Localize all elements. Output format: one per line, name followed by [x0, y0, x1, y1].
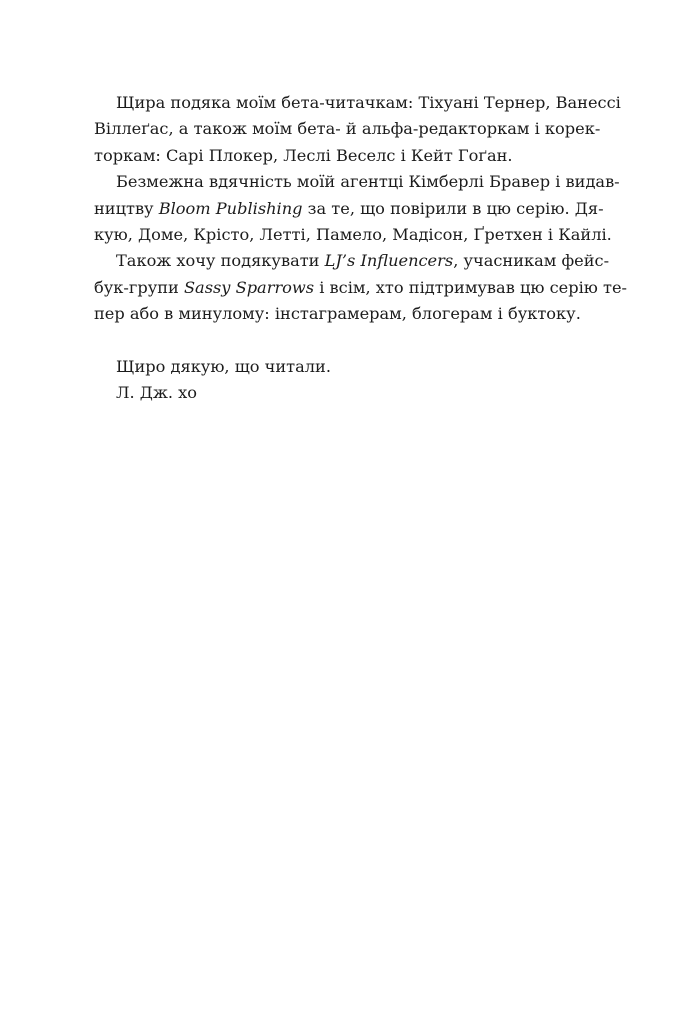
text-line: кую, Доме, Крісто, Летті, Памело, Мадісон, Ґретхен і Кайлі. [94, 225, 612, 245]
text-segment: за те, що повірили в цю серію. Дя- [302, 198, 604, 218]
publisher-name: Bloom Publishing [158, 198, 303, 218]
facebook-group-name: Sassy Sparrows [183, 277, 315, 297]
text-line: Щира подяка моїм бета-читачкам: Тіхуані Тернер, Ванессі [116, 93, 621, 112]
text-segment: , учасникам фейс- [453, 251, 610, 271]
paragraph-influencers [94, 248, 628, 327]
text-segment: і всім, хто підтримував цю серію те- [314, 277, 628, 297]
influencers-group-name: LJ’s Influencers [324, 251, 454, 271]
text-segment: бук-групи [94, 277, 184, 297]
paragraph-beta-readers [94, 90, 621, 169]
closing-thanks: Щиро дякую, що читали. [116, 356, 331, 376]
paragraph-gap [94, 328, 591, 354]
author-signature: Л. Дж. хо [116, 383, 198, 403]
text-line: Безмежна вдячність моїй агентці Кімберлі Бравер і видав- [116, 172, 620, 192]
text-line: Віллеґас, а також моїм бета- й альфа-редакторкам і корек- [94, 119, 601, 139]
acknowledgements-text [94, 90, 628, 406]
text-line [94, 248, 610, 274]
text-line [94, 275, 628, 301]
paragraph-agent-publisher [94, 169, 620, 248]
text-line [94, 196, 604, 222]
closing-block [94, 354, 591, 407]
text-line: пер або в минулому: інстаграмерам, блогерам і буктоку. [94, 304, 581, 324]
text-line: торкам: Сарі Плокер, Леслі Веселс і Кейт Гоґан. [94, 145, 513, 165]
text-segment: ництву [94, 198, 159, 218]
text-segment: Також хочу подякувати [116, 251, 325, 271]
